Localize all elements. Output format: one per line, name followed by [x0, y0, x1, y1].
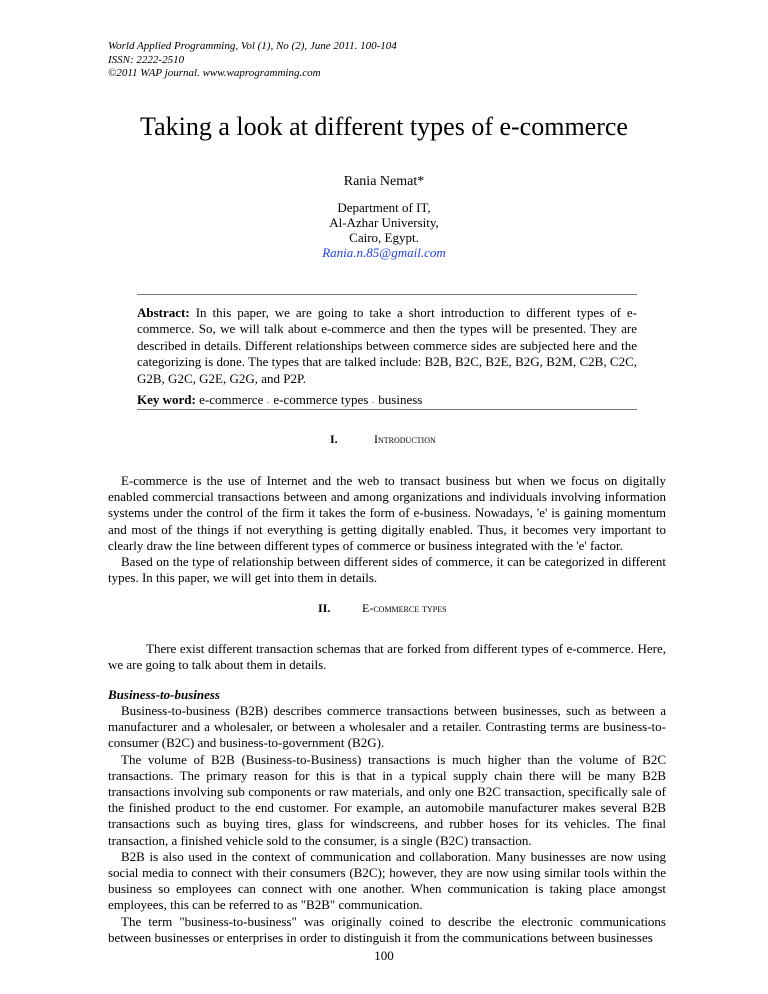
paragraph: The volume of B2B (Business-to-Business) transactions is much higher than the volume of B2C transactions. The primary reason for this is that in a typical supply chain there will be many B2B transactions involving sub components or raw materials, and only one B2C transaction, specifically sale of the finished product to the end customer. For example, an automobile manufacturer makes several B2B transactions such as buying tires, glass for windscreens, and rubber hoses for its vehicles. The final transaction, a finished vehicle sold to the consumer, is a single (B2C) transaction. [108, 751, 666, 848]
journal-header [108, 40, 397, 81]
affiliation-line: Cairo, Egypt. [349, 230, 419, 245]
abstract-bottom-rule [137, 409, 637, 410]
section-heading-introduction [330, 432, 436, 447]
section-title: E-commerce types [362, 601, 447, 615]
paragraph: B2B is also used in the context of communication and collaboration. Many businesses are now using social media to connect with their consumers (B2C); however, they are now using similar tools within the business so employees can connect with one another. When communication is taking place amongst employees, this can be referred to as "B2B" communication. [108, 848, 666, 913]
abstract [137, 305, 637, 387]
paper-title: Taking a look at different types of e-commerce [140, 112, 628, 141]
paragraph: Based on the type of relationship between different sides of commerce, it can be categorized in different types. In this paper, we will get into them in details. [108, 554, 666, 586]
keyword: business [378, 392, 423, 407]
subsection-heading-b2b: Business-to-business [108, 687, 220, 702]
page-number: 100 [374, 948, 394, 963]
abstract-text: In this paper, we are going to take a short introduction to different types of e-commerce. So, we will talk about e-commerce and then the types will be presented. They are described in details. Different relationships between commerce sides are subjected here and the categorizing is done. The types that are talked include: B2B, B2C, B2E, B2G, B2M, C2B, C2C, G2B, G2C, G2E, G2G, and P2P. [137, 305, 637, 386]
paragraph: The term "business-to-business" was originally coined to describe the electronic communications between businesses or enterprises in order to distinguish it from the communications between businesses [108, 913, 666, 945]
keywords-label: Key word: [137, 392, 196, 407]
keyword: e-commerce types [273, 392, 369, 407]
section-number: II. [318, 601, 331, 615]
section-title: Introduction [374, 432, 436, 446]
section-heading-ecommerce-types [318, 601, 447, 616]
journal-copyright: ©2011 WAP journal. www.waprogramming.com [108, 67, 321, 79]
paragraph: E-commerce is the use of Internet and the web to transact business but when we focus on digitally enabled commercial transactions between and among organizations and individuals involving information systems under the control of the firm it takes the form of e-business. Nowadays, 'e' is gaining momentum and most of the things if not everything is getting digitally enabled. Thus, it becomes very important to clearly draw the line between different types of commerce or business integrated with the 'e' factor. [108, 473, 666, 553]
affiliation-line: Department of IT, [337, 200, 431, 215]
journal-citation: World Applied Programming, Vol (1), No (2), June 2011. 100-104 [108, 40, 397, 52]
author-name: Rania Nemat* [343, 174, 425, 189]
keyword-separator: - [267, 400, 270, 406]
introduction-body [108, 473, 666, 586]
author-block [0, 174, 768, 260]
affiliation-line: Al-Azhar University, [329, 215, 439, 230]
keyword: e-commerce [199, 392, 264, 407]
abstract-top-rule [137, 294, 637, 295]
ecommerce-types-body [108, 641, 666, 673]
paragraph: There exist different transaction schemas that are forked from different types of e-commerce. Here, we are going to talk about them in details. [108, 641, 666, 673]
journal-issn: ISSN: 2222-2510 [108, 53, 185, 66]
keyword-separator: - [372, 400, 375, 406]
section-number: I. [330, 432, 338, 446]
keywords [137, 392, 422, 408]
author-email[interactable]: Rania.n.85@gmail.com [322, 245, 446, 260]
abstract-label: Abstract: [137, 305, 190, 320]
b2b-body [108, 703, 666, 946]
paragraph: Business-to-business (B2B) describes commerce transactions between businesses, such as between a manufacturer and a wholesaler, or between a wholesaler and a retailer. Contrasting terms are business-to-consumer (B2C) and business-to-government (B2G). [108, 703, 666, 751]
